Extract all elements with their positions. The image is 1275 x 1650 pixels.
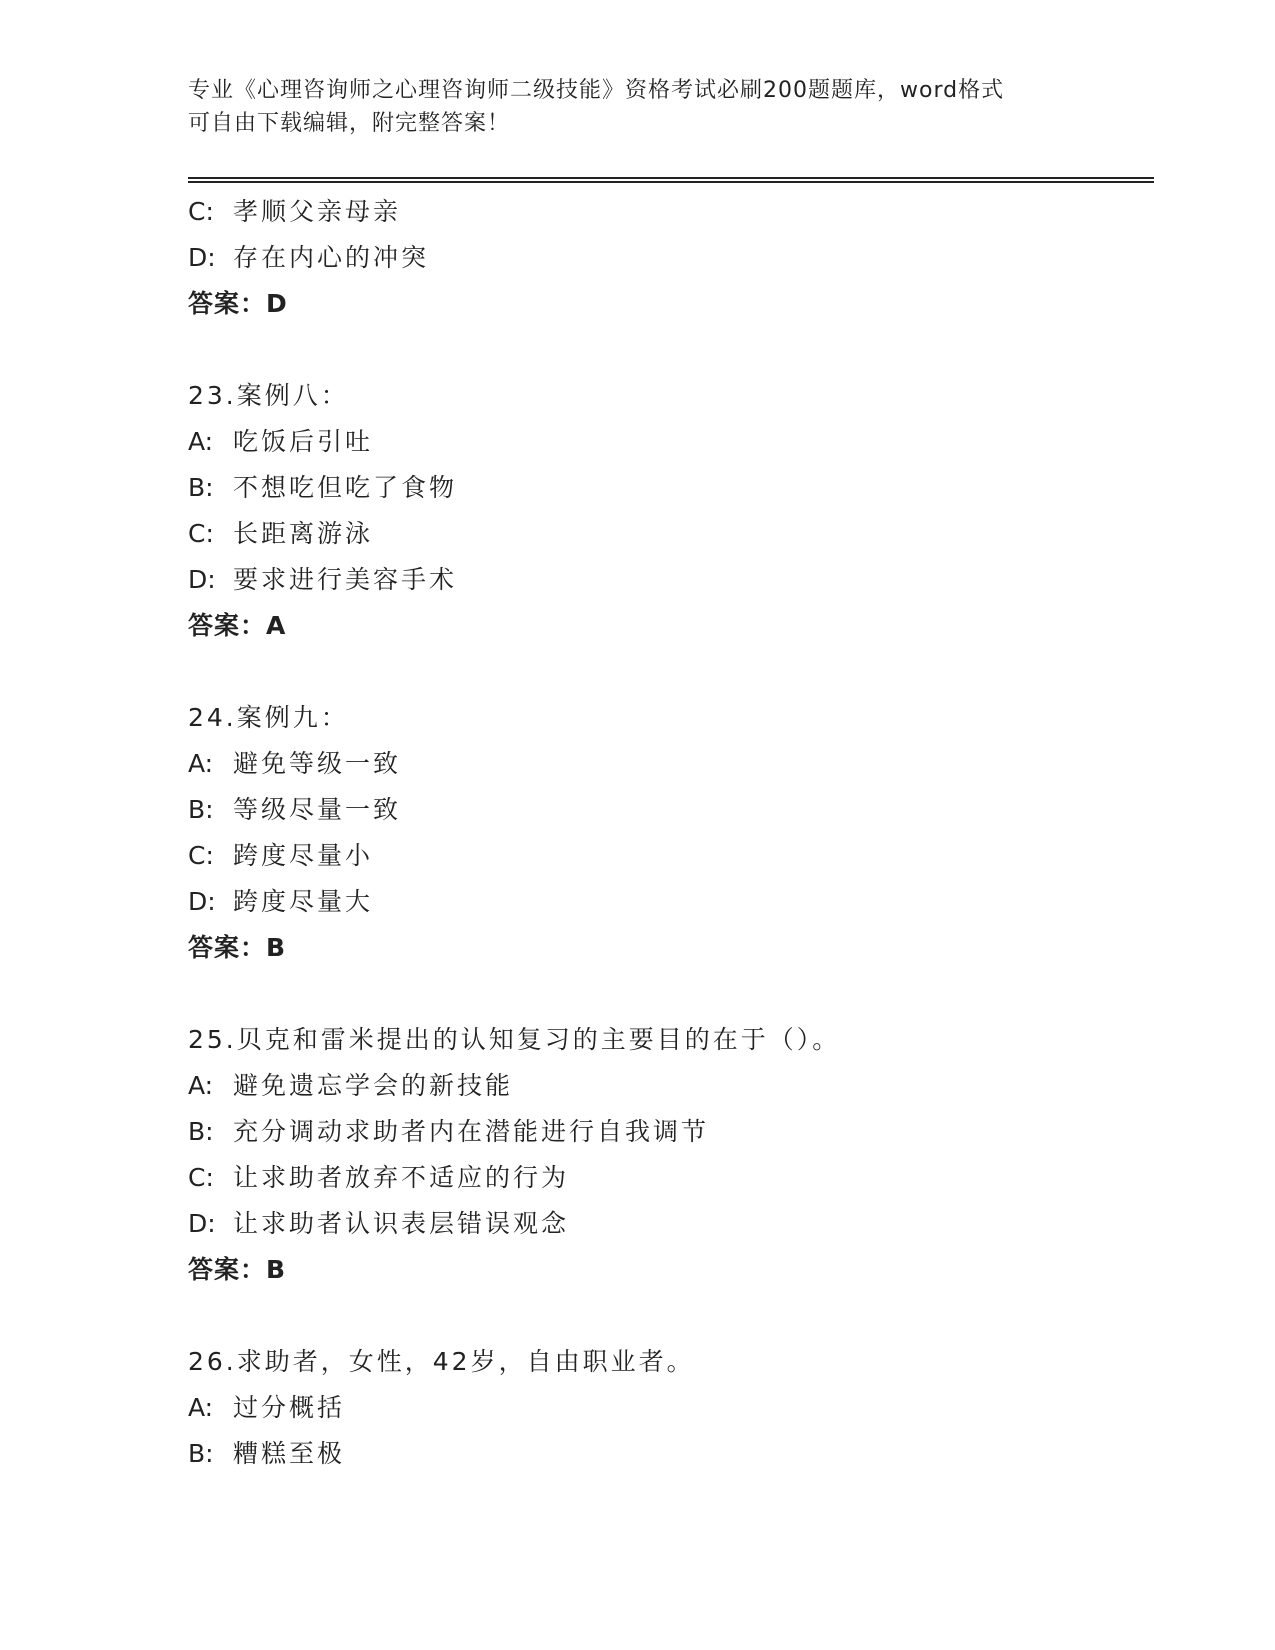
option-text: 长距离游泳 bbox=[233, 519, 374, 548]
option-text: 跨度尽量大 bbox=[233, 887, 374, 916]
option-text: 跨度尽量小 bbox=[233, 841, 374, 870]
option-key: C: bbox=[188, 1163, 214, 1192]
spacer bbox=[188, 1293, 1154, 1339]
spacer bbox=[188, 327, 1154, 373]
question-block-partial bbox=[188, 189, 1154, 327]
answer-line: 答案：D bbox=[188, 289, 288, 318]
question-stem: 23.案例八： bbox=[188, 381, 349, 410]
option-c bbox=[188, 511, 1154, 557]
option-text: 糟糕至极 bbox=[233, 1439, 346, 1468]
header-divider-top bbox=[188, 177, 1154, 179]
option-key: B: bbox=[188, 1439, 214, 1468]
option-key: C: bbox=[188, 197, 214, 226]
option-text: 避免等级一致 bbox=[233, 749, 402, 778]
option-a bbox=[188, 1063, 1154, 1109]
option-b bbox=[188, 465, 1154, 511]
option-text: 要求进行美容手术 bbox=[233, 565, 458, 594]
option-d bbox=[188, 557, 1154, 603]
option-text: 让求助者认识表层错误观念 bbox=[233, 1209, 570, 1238]
option-key: B: bbox=[188, 795, 214, 824]
option-text: 让求助者放弃不适应的行为 bbox=[233, 1163, 570, 1192]
question-stem: 25.贝克和雷米提出的认知复习的主要目的在于（）。 bbox=[188, 1025, 841, 1054]
option-key: D: bbox=[188, 565, 216, 594]
option-key: B: bbox=[188, 1117, 214, 1146]
option-key: A: bbox=[188, 1393, 214, 1422]
question-block-26 bbox=[188, 1339, 1154, 1477]
option-c bbox=[188, 1155, 1154, 1201]
option-text: 充分调动求助者内在潜能进行自我调节 bbox=[233, 1117, 710, 1146]
question-stem: 24.案例九： bbox=[188, 703, 349, 732]
header-divider-bottom bbox=[188, 181, 1154, 183]
option-a bbox=[188, 741, 1154, 787]
question-stem: 26.求助者，女性，42岁，自由职业者。 bbox=[188, 1347, 695, 1376]
header-title-line-1: 专业《心理咨询师之心理咨询师二级技能》资格考试必刷200题题库，word格式 bbox=[188, 78, 1005, 103]
option-key: A: bbox=[188, 427, 214, 456]
option-text: 过分概括 bbox=[233, 1393, 346, 1422]
option-key: A: bbox=[188, 749, 214, 778]
option-c bbox=[188, 189, 1154, 235]
option-d bbox=[188, 235, 1154, 281]
option-d bbox=[188, 879, 1154, 925]
option-key: D: bbox=[188, 887, 216, 916]
spacer bbox=[188, 971, 1154, 1017]
option-b bbox=[188, 1431, 1154, 1477]
question-block-23 bbox=[188, 373, 1154, 649]
option-key: C: bbox=[188, 841, 214, 870]
option-key: A: bbox=[188, 1071, 214, 1100]
spacer bbox=[188, 649, 1154, 695]
option-a bbox=[188, 419, 1154, 465]
option-a bbox=[188, 1385, 1154, 1431]
answer-line: 答案：B bbox=[188, 933, 287, 962]
option-text: 吃饭后引吐 bbox=[233, 427, 374, 456]
option-text: 避免遗忘学会的新技能 bbox=[233, 1071, 514, 1100]
document-header bbox=[188, 74, 1088, 140]
option-c bbox=[188, 833, 1154, 879]
option-key: D: bbox=[188, 1209, 216, 1238]
option-text: 等级尽量一致 bbox=[233, 795, 402, 824]
header-title-line-2: 可自由下载编辑，附完整答案！ bbox=[188, 111, 511, 136]
question-block-24 bbox=[188, 695, 1154, 971]
question-block-25 bbox=[188, 1017, 1154, 1293]
answer-line: 答案：B bbox=[188, 1255, 287, 1284]
option-key: B: bbox=[188, 473, 214, 502]
option-text: 孝顺父亲母亲 bbox=[233, 197, 402, 226]
option-text: 存在内心的冲突 bbox=[233, 243, 430, 272]
option-d bbox=[188, 1201, 1154, 1247]
answer-line: 答案：A bbox=[188, 611, 287, 640]
option-b bbox=[188, 1109, 1154, 1155]
option-b bbox=[188, 787, 1154, 833]
option-key: C: bbox=[188, 519, 214, 548]
option-text: 不想吃但吃了食物 bbox=[233, 473, 458, 502]
option-key: D: bbox=[188, 243, 216, 272]
question-list bbox=[188, 189, 1154, 1477]
